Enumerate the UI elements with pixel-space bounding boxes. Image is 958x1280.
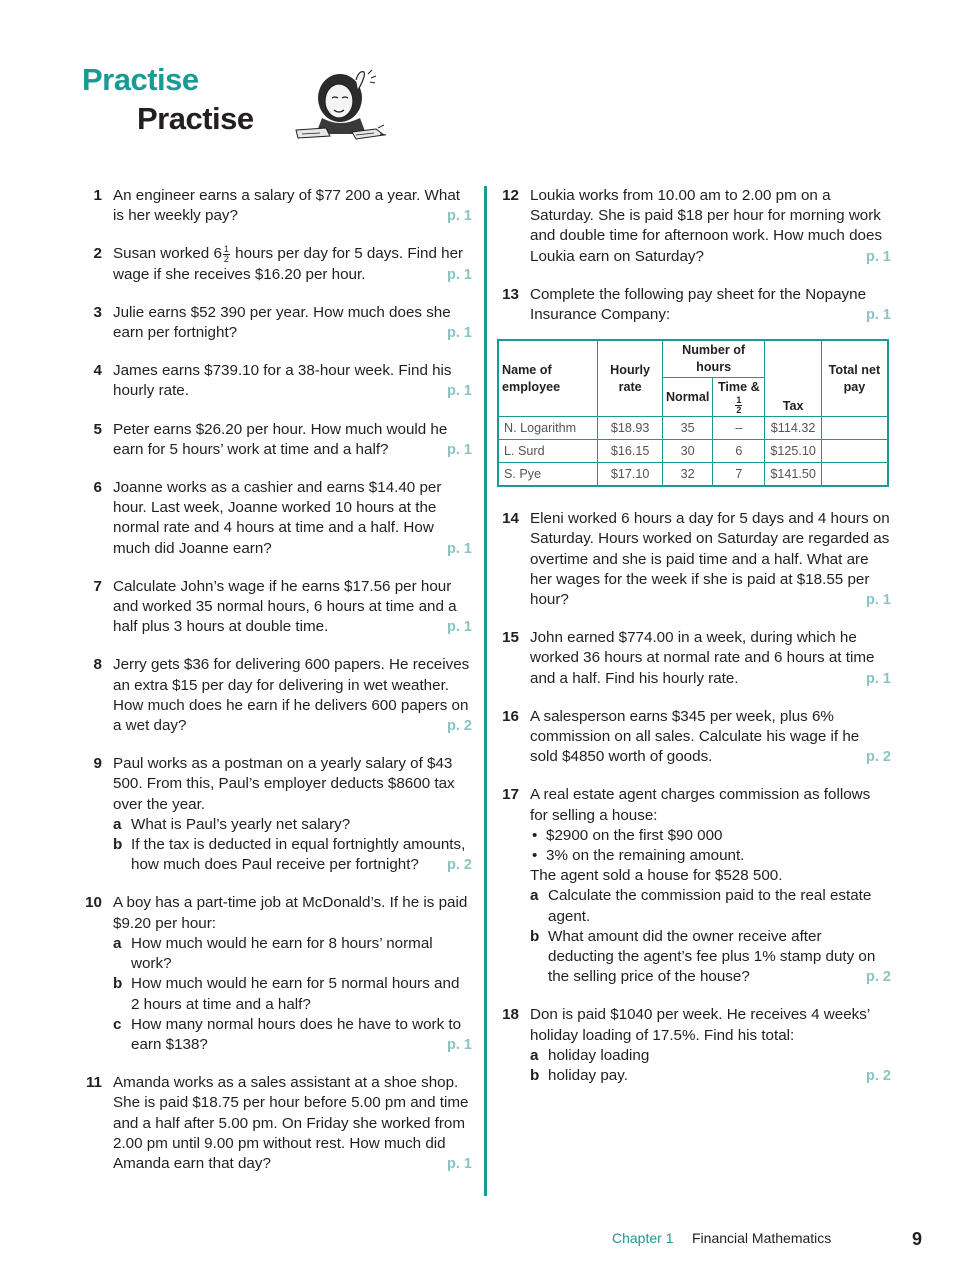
page-reference: p. 2 [866, 1068, 891, 1085]
page-reference: p. 1 [447, 266, 472, 283]
question-11 [80, 1073, 472, 1174]
page-reference: p. 2 [447, 857, 472, 874]
bullet-icon: • [532, 826, 538, 844]
question-text: Paul works as a postman on a yearly salary of $43 500. From this, Paul’s employer deducts $8600 tax over the year. [113, 755, 455, 813]
part-letter: c [113, 1015, 122, 1033]
section-title: Practise [137, 101, 254, 136]
question-13 [497, 285, 891, 325]
header-total: Total net pay [821, 340, 888, 417]
question-part [530, 927, 891, 988]
question-5 [80, 420, 472, 460]
part-text: How much would he earn for 8 hours’ normal work? [131, 934, 433, 973]
question-number: 12 [502, 187, 519, 204]
question-number: 17 [502, 786, 519, 804]
question-8 [80, 655, 472, 736]
question-text: Don is paid $1040 per week. He receives 4 weeks’ holiday loading of 17.5%. Find his total: [530, 1006, 870, 1044]
page-reference: p. 2 [866, 969, 891, 986]
cell-rate: $16.15 [598, 440, 663, 463]
column-divider [484, 186, 487, 1196]
page-reference: p. 1 [447, 441, 472, 458]
question-7 [80, 577, 472, 638]
question-text: John earned $774.00 in a week, during which he worked 36 hours at normal rate and 6 hours at time and a half. Find his hourly rate. [530, 629, 875, 687]
question-number: 15 [502, 629, 519, 647]
question-text: A salesperson earns $345 per week, plus 6% commission on all sales. Calculate his wage if he sold $4850 worth of goods. [530, 707, 860, 766]
question-text: A boy has a part-time job at McDonald’s. If he is paid $9.20 per hour: [113, 894, 468, 932]
question-part [530, 1066, 891, 1086]
question-text: Eleni worked 6 hours a day for 5 days and 4 hours on Saturday. Hours worked on Saturday are regarded as overtime and she is paid time and a half. What are her wages for the week if she is paid at $18.55 per hour? [530, 510, 890, 609]
question-part [113, 815, 472, 835]
question-18 [497, 1005, 891, 1086]
question-part [113, 974, 472, 1014]
question-number: 14 [502, 510, 519, 528]
question-number: 6 [93, 479, 102, 497]
cell-tax: $114.32 [765, 417, 822, 440]
fraction-denominator: 2 [223, 253, 229, 264]
question-text: Joanne works as a cashier and earns $14.40 per hour. Last week, Joanne worked 10 hours at the normal rate and 4 hours at time and a half. How much did Joanne earn? [113, 479, 442, 557]
page-reference: p. 1 [447, 540, 472, 557]
part-text: Calculate the commission paid to the real estate agent. [548, 887, 872, 925]
bullet-text: $2900 on the first $90 000 [546, 826, 723, 844]
question-text-start: Susan worked 6 [113, 245, 222, 263]
part-text: What is Paul’s yearly net salary? [131, 815, 351, 833]
left-column [80, 186, 472, 1192]
bullet-item [530, 826, 891, 846]
question-text-end: hours per day for 5 days. Find her wage if she receives $16.20 per hour. [113, 245, 464, 283]
question-number: 7 [93, 577, 102, 595]
part-text: If the tax is deducted in equal fortnightly amounts, how much does Paul receive per fortnight? [131, 836, 466, 874]
page-reference: p. 2 [447, 718, 472, 735]
header-time-label: Time & [717, 380, 760, 395]
fraction [223, 245, 230, 264]
cell-normal: 30 [662, 440, 712, 463]
footer-title: Financial Mathematics [692, 1230, 832, 1246]
question-number: 3 [93, 303, 102, 321]
part-text: holiday loading [548, 1046, 650, 1064]
question-text: Jerry gets $36 for delivering 600 papers. He receives an extra $15 per day for delivering in wet weather. How much does he earn if he delivers 600 papers on a wet day? [113, 656, 470, 735]
question-number: 8 [93, 656, 102, 674]
cell-total[interactable] [821, 417, 888, 440]
question-14 [497, 509, 891, 610]
table-row [498, 463, 888, 487]
page-reference: p. 2 [866, 749, 891, 766]
cell-total[interactable] [821, 463, 888, 487]
part-text: How many normal hours does he have to work to earn $138? [131, 1015, 462, 1053]
question-text: Complete the following pay sheet for the Nopayne Insurance Company: [530, 285, 867, 324]
part-letter: a [530, 887, 539, 905]
page-reference: p. 1 [447, 325, 472, 342]
question-text: Amanda works as a sales assistant at a shoe shop. She is paid $18.75 per hour before 5.00 pm and time and a half after 5.00 pm. On Friday she worked from 2.00 pm until 9.00 pm without rest. How much did Amanda earn that day? [113, 1074, 469, 1172]
question-part [530, 1046, 891, 1066]
question-part [113, 1015, 472, 1055]
question-text: James earns $739.10 for a 38-hour week. Find his hourly rate. [113, 362, 452, 400]
question-2 [80, 244, 472, 284]
header-name: Name of employee [498, 340, 598, 417]
bullet-icon: • [532, 847, 538, 865]
part-letter: a [530, 1046, 539, 1064]
page-reference: p. 1 [447, 383, 472, 400]
question-10 [80, 893, 472, 1055]
part-letter: b [113, 975, 123, 993]
part-letter: b [530, 927, 540, 945]
question-number: 18 [502, 1006, 519, 1024]
question-text: Loukia works from 10.00 am to 2.00 pm on a Saturday. She is paid $18 per hour for morning work and double time for afternoon work. How much does Loukia earn on Saturday? [530, 187, 883, 265]
question-text: A real estate agent charges commission as follows for selling a house: [530, 786, 871, 824]
part-letter: a [113, 934, 122, 952]
page-reference: p. 1 [447, 1155, 472, 1172]
cell-time: 7 [713, 463, 765, 487]
question-number: 9 [93, 755, 102, 773]
part-letter: b [530, 1067, 540, 1085]
question-1 [80, 186, 472, 226]
fraction-denominator: 2 [736, 405, 742, 416]
cell-rate: $18.93 [598, 417, 663, 440]
table-header-row [498, 340, 888, 378]
footer-chapter: Chapter 1 [612, 1230, 674, 1246]
part-text: What amount did the owner receive after deducting the agent’s fee plus 1% stamp duty on the selling price of the house? [548, 927, 876, 986]
question-number: 13 [502, 285, 519, 303]
cell-tax: $125.10 [765, 440, 822, 463]
page-reference: p. 1 [447, 619, 472, 636]
question-number: 1 [93, 187, 102, 204]
question-15 [497, 628, 891, 689]
part-text: How much would he earn for 5 normal hours and 2 hours at time and a half? [131, 975, 460, 1013]
section-title-accent: Practise [82, 62, 199, 97]
header-normal: Normal [662, 378, 712, 417]
page-reference: p. 1 [866, 307, 891, 324]
cell-time: 6 [713, 440, 765, 463]
cell-time: – [713, 417, 765, 440]
header-hours: Number of hours [662, 340, 764, 378]
cell-rate: $17.10 [598, 463, 663, 487]
page-reference: p. 1 [447, 1036, 472, 1053]
cell-name: N. Logarithm [498, 417, 598, 440]
question-part [113, 835, 472, 875]
cell-name: L. Surd [498, 440, 598, 463]
question-4 [80, 361, 472, 401]
question-17 [497, 785, 891, 987]
cell-normal: 32 [662, 463, 712, 487]
pay-sheet-table [497, 339, 889, 487]
question-text-after: The agent sold a house for $528 500. [530, 867, 783, 885]
question-12 [497, 186, 891, 267]
question-text: An engineer earns a salary of $77 200 a year. What is her weekly pay? [113, 187, 460, 225]
table-row [498, 440, 888, 463]
cell-tax: $141.50 [765, 463, 822, 487]
fraction-numerator: 1 [223, 243, 229, 254]
question-number: 11 [85, 1074, 102, 1092]
cell-normal: 35 [662, 417, 712, 440]
question-6 [80, 478, 472, 559]
question-9 [80, 754, 472, 875]
cell-total[interactable] [821, 440, 888, 463]
header-rate: Hourly rate [598, 340, 663, 417]
part-text: holiday pay. [548, 1067, 628, 1085]
question-number: 4 [93, 362, 102, 380]
header-time-and-half [713, 378, 765, 417]
bullet-text: 3% on the remaining amount. [546, 847, 745, 865]
question-text: Calculate John’s wage if he earns $17.56 per hour and worked 35 normal hours, 6 hours at time and a half plus 3 hours at double time. [113, 577, 457, 636]
question-part [113, 934, 472, 974]
right-column [497, 186, 891, 1104]
question-number: 5 [93, 420, 102, 438]
question-number: 10 [85, 894, 102, 912]
student-illustration [292, 68, 392, 144]
question-3 [80, 303, 472, 343]
cell-name: S. Pye [498, 463, 598, 487]
question-part [530, 886, 891, 926]
bullet-item [530, 846, 891, 866]
table-row [498, 417, 888, 440]
header-tax: Tax [765, 340, 822, 417]
page-number: 9 [912, 1229, 923, 1249]
question-16 [497, 707, 891, 768]
page-reference: p. 1 [447, 208, 472, 225]
fraction [735, 396, 742, 415]
question-text: Julie earns $52 390 per year. How much does she earn per fortnight? [113, 303, 451, 342]
page-reference: p. 1 [866, 670, 891, 687]
question-text: Peter earns $26.20 per hour. How much would he earn for 5 hours’ work at time and a half? [113, 420, 448, 458]
page-reference: p. 1 [866, 592, 891, 609]
fraction-numerator: 1 [736, 395, 742, 406]
part-letter: b [113, 836, 123, 854]
part-letter: a [113, 815, 122, 833]
question-number: 16 [502, 707, 519, 725]
question-number: 2 [93, 245, 102, 263]
page-reference: p. 1 [866, 248, 891, 265]
